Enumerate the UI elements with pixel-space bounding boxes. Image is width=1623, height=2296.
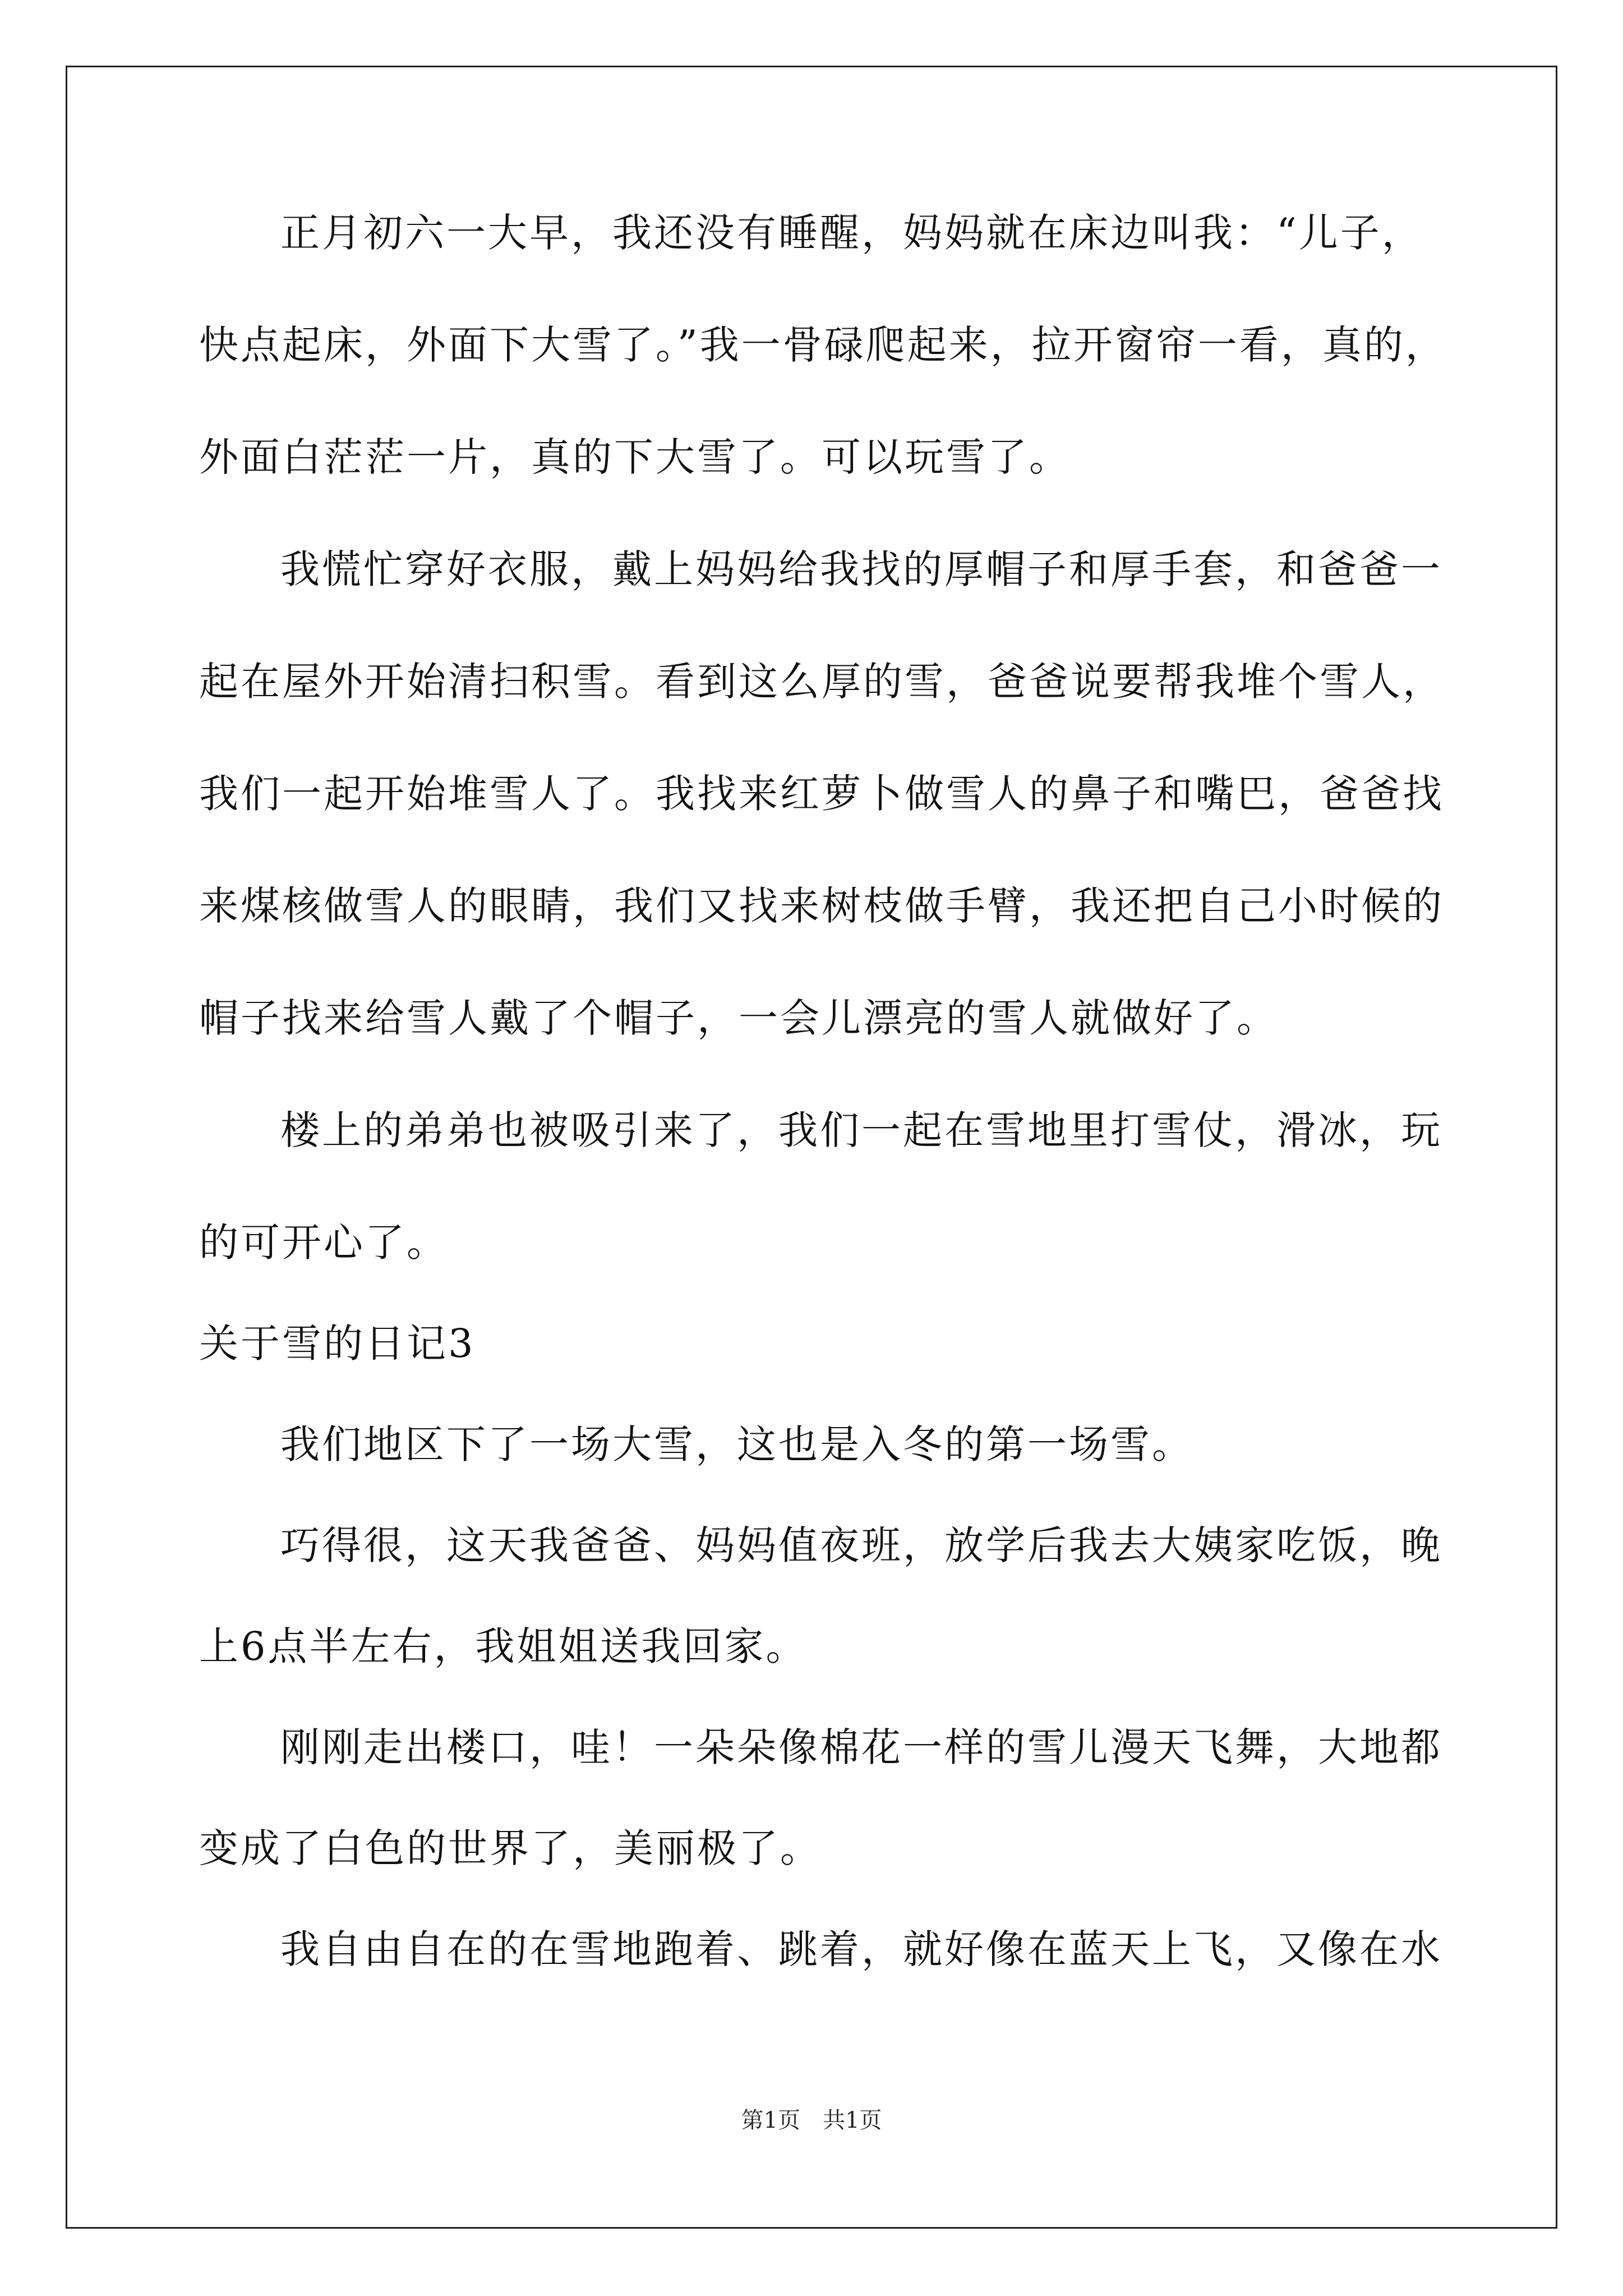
page-number-total: 共1页 bbox=[823, 2108, 882, 2133]
paragraph-line: 我慌忙穿好衣服，戴上妈妈给我找的厚帽子和厚手套，和爸爸一 bbox=[280, 546, 1442, 592]
paragraph-line: 刚刚走出楼口，哇！一朵朵像棉花一样的雪儿漫天飞舞，大地都 bbox=[280, 1724, 1442, 1770]
paragraph-line: 楼上的弟弟也被吸引来了，我们一起在雪地里打雪仗，滑冰，玩 bbox=[280, 1107, 1442, 1153]
paragraph-line: 外面白茫茫一片，真的下大雪了。可以玩雪了。 bbox=[199, 434, 1071, 480]
page-footer bbox=[0, 2106, 1623, 2134]
paragraph-line: 正月初六一大早，我还没有睡醒，妈妈就在床边叫我：“儿子， bbox=[280, 210, 1423, 256]
paragraph-line: 上6点半左右，我姐姐送我回家。 bbox=[199, 1623, 808, 1669]
paragraph-line: 我自由自在的在雪地跑着、跳着，就好像在蓝天上飞，又像在水 bbox=[280, 1926, 1442, 1972]
paragraph-line: 变成了白色的世界了，美丽极了。 bbox=[199, 1825, 822, 1871]
section-heading: 关于雪的日记3 bbox=[199, 1320, 476, 1366]
paragraph-line: 起在屋外开始清扫积雪。看到这么厚的雪，爸爸说要帮我堆个雪人， bbox=[199, 659, 1444, 705]
paragraph-line: 来煤核做雪人的眼睛，我们又找来树枝做手臂，我还把自己小时候的 bbox=[199, 883, 1444, 929]
paragraph-line: 帽子找来给雪人戴了个帽子，一会儿漂亮的雪人就做好了。 bbox=[199, 995, 1278, 1041]
paragraph-line: 快点起床，外面下大雪了。”我一骨碌爬起来，拉开窗帘一看，真的， bbox=[199, 322, 1447, 368]
paragraph-line: 我们地区下了一场大雪，这也是入冬的第一场雪。 bbox=[280, 1421, 1193, 1467]
paragraph-line: 的可开心了。 bbox=[199, 1220, 448, 1266]
paragraph-line: 巧得很，这天我爸爸、妈妈值夜班，放学后我去大姨家吃饭，晚 bbox=[280, 1522, 1442, 1568]
page-number-current: 第1页 bbox=[741, 2108, 800, 2133]
paragraph-line: 我们一起开始堆雪人了。我找来红萝卜做雪人的鼻子和嘴巴，爸爸找 bbox=[199, 771, 1444, 817]
